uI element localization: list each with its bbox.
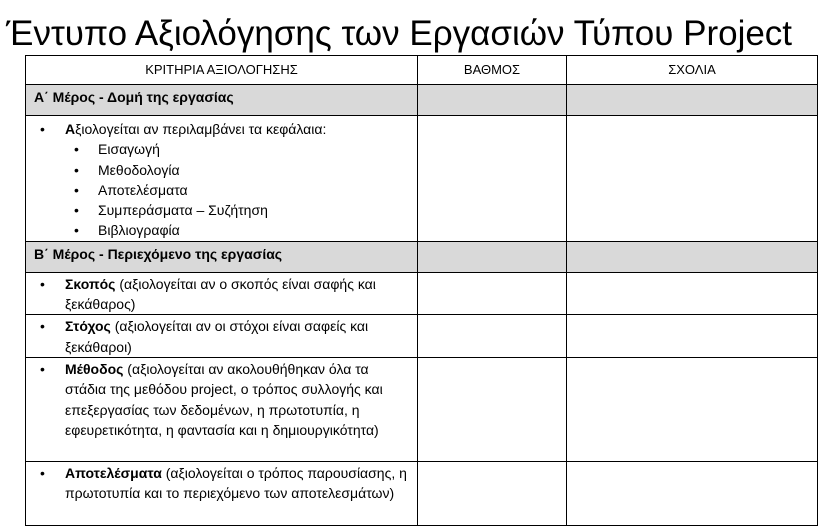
item-text <box>65 463 413 504</box>
bullet: • <box>40 318 45 335</box>
criteria-cell <box>26 315 418 358</box>
criteria-cell <box>26 461 418 525</box>
item-description: (αξιολογείται αν ο σκοπός είναι σαφής και ξεκάθαρος) <box>65 275 376 313</box>
bullet: • <box>40 464 45 481</box>
grade-cell[interactable] <box>418 315 567 358</box>
table-row <box>26 272 818 315</box>
list-item <box>26 316 417 357</box>
bullet: • <box>40 275 45 292</box>
item-rest: ξιολογείται αν περιλαμβάνει τα κεφάλαια: <box>75 121 327 137</box>
criteria-cell <box>26 116 418 242</box>
section-b-label: Β΄ Μέρος - Περιεχόμενο της εργασίας <box>26 241 418 272</box>
comments-cell[interactable] <box>567 116 818 242</box>
criteria-cell <box>26 272 418 315</box>
chapter-item <box>26 180 417 200</box>
grade-cell[interactable] <box>418 241 567 272</box>
item-description: (αξιολογείται αν οι στόχοι είναι σαφείς και ξεκάθαροι) <box>65 318 369 355</box>
grade-cell[interactable] <box>418 357 567 461</box>
chapter-item <box>26 220 417 240</box>
page-title: Έντυπο Αξιολόγησης των Εργασιών Τύπου Project <box>6 14 793 53</box>
section-b-row <box>26 241 818 272</box>
grade-cell[interactable] <box>418 85 567 116</box>
criteria-cell <box>26 357 418 461</box>
chapter-label: Εισαγωγή <box>98 141 160 158</box>
item-bold: Μέθοδος <box>65 360 124 377</box>
list-item <box>26 119 417 139</box>
list-item <box>26 274 417 315</box>
table-row <box>26 461 818 525</box>
grade-cell[interactable] <box>418 272 567 315</box>
item-text <box>65 274 413 315</box>
grade-cell[interactable] <box>418 116 567 242</box>
evaluation-table <box>25 55 818 526</box>
chapter-item <box>26 160 417 180</box>
bullet: • <box>40 360 45 377</box>
chapter-label: Μεθοδολογία <box>98 161 180 178</box>
table-row <box>26 315 818 358</box>
item-bold: Αποτελέσματα <box>65 464 162 481</box>
item-text <box>65 359 413 440</box>
comments-cell[interactable] <box>567 272 818 315</box>
section-a-label: Α΄ Μέρος - Δομή της εργασίας <box>26 85 418 116</box>
comments-cell[interactable] <box>567 241 818 272</box>
list-item <box>26 463 417 504</box>
item-bold: Σκοπός <box>65 275 116 292</box>
comments-cell[interactable] <box>567 315 818 358</box>
item-description: (αξιολογείται ο τρόπος παρουσίασης, η πρωτοτυπία και το περιεχόμενο των αποτελεσμάτων) <box>65 464 407 502</box>
bullet: • <box>40 121 45 137</box>
item-description: (αξιολογείται αν ακολουθήθηκαν όλα τα στάδια της μεθόδου project, ο τρόπος συλλογής και επεξεργασίας των δεδομένων, η πρωτοτυπία, η εφευρετικότητα, η φαντασία και η δημιουργικότητα) <box>65 360 383 438</box>
bullet: • <box>74 141 79 158</box>
header-criteria: ΚΡΙΤΗΡΙΑ ΑΞΙΟΛΟΓΗΣΗΣ <box>26 56 418 85</box>
list-item <box>26 359 417 440</box>
table-row <box>26 116 818 242</box>
item-text <box>65 119 413 139</box>
section-a-row <box>26 85 818 116</box>
chapter-item <box>26 200 417 220</box>
chapter-label: Αποτελέσματα <box>98 181 188 198</box>
chapter-item <box>26 139 417 159</box>
item-first-letter: Α <box>65 121 76 137</box>
bullet: • <box>74 202 79 219</box>
bullet: • <box>74 222 79 239</box>
item-bold: Στόχος <box>65 318 111 335</box>
item-text <box>65 316 413 357</box>
comments-cell[interactable] <box>567 461 818 525</box>
comments-cell[interactable] <box>567 357 818 461</box>
chapter-label: Συμπεράσματα – Συζήτηση <box>98 202 268 219</box>
table-row <box>26 357 818 461</box>
header-comments: ΣΧΟΛΙΑ <box>567 56 818 85</box>
header-grade: ΒΑΘΜΟΣ <box>418 56 567 85</box>
grade-cell[interactable] <box>418 461 567 525</box>
bullet: • <box>74 181 79 198</box>
chapter-label: Βιβλιογραφία <box>98 222 180 239</box>
bullet: • <box>74 161 79 178</box>
header-row <box>26 56 818 85</box>
comments-cell[interactable] <box>567 85 818 116</box>
